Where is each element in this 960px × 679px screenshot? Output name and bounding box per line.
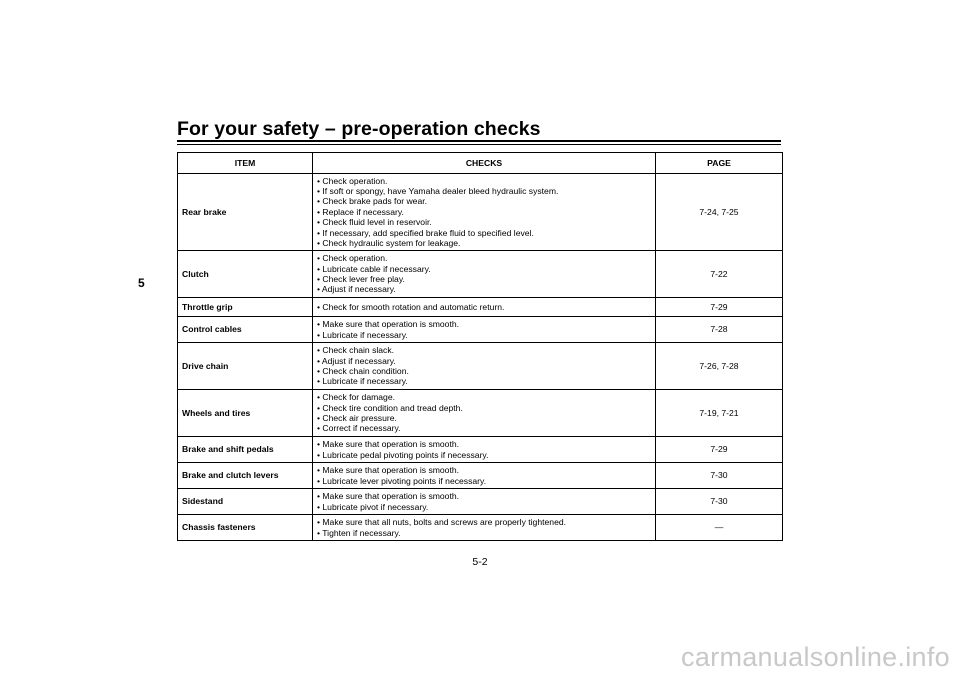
check-line: • Make sure that operation is smooth. — [317, 465, 460, 476]
table-body — [178, 174, 783, 541]
page-ref-cell: 7-22 — [656, 251, 783, 298]
check-line: • Make sure that operation is smooth. — [317, 491, 460, 502]
check-line: • Check tire condition and tread depth. — [317, 402, 463, 413]
check-line: • Check hydraulic system for leakage. — [317, 238, 461, 249]
item-cell: Control cables — [178, 317, 313, 343]
header-item: ITEM — [178, 153, 313, 174]
check-line: • If necessary, add specified brake fluid to specified level. — [317, 227, 534, 238]
check-line: • Check chain slack. — [317, 345, 395, 356]
item-cell: Brake and shift pedals — [178, 437, 313, 463]
item-cell: Chassis fasteners — [178, 515, 313, 541]
title-rule-thin — [177, 144, 781, 145]
page-ref-cell: 7-19, 7-21 — [656, 390, 783, 437]
check-line: • If soft or spongy, have Yamaha dealer bleed hydraulic system. — [317, 185, 559, 196]
check-line: • Check for damage. — [317, 392, 396, 403]
checks-cell — [313, 298, 656, 317]
check-line: • Lubricate pivot if necessary. — [317, 501, 429, 512]
table-row — [178, 298, 783, 317]
header-checks: CHECKS — [313, 153, 656, 174]
item-cell: Throttle grip — [178, 298, 313, 317]
checks-cell — [313, 489, 656, 515]
table-row — [178, 390, 783, 437]
check-line: • Make sure that operation is smooth. — [317, 319, 460, 330]
header-page: PAGE — [656, 153, 783, 174]
check-line: • Lubricate cable if necessary. — [317, 263, 431, 274]
check-line: • Lubricate lever pivoting points if necessary. — [317, 475, 487, 486]
check-line: • Check operation. — [317, 253, 388, 264]
page-ref-cell: 7-29 — [656, 298, 783, 317]
page-ref-cell: 7-28 — [656, 317, 783, 343]
table-header-row — [178, 153, 783, 174]
chapter-number: 5 — [138, 276, 145, 290]
check-line: • Check fluid level in reservoir. — [317, 217, 432, 228]
check-line: • Lubricate pedal pivoting points if necessary. — [317, 449, 489, 460]
page-ref-cell: 7-24, 7-25 — [656, 174, 783, 251]
pre-operation-checks-table — [177, 152, 783, 541]
table-row — [178, 317, 783, 343]
table-row — [178, 515, 783, 541]
page-ref-cell: 7-26, 7-28 — [656, 343, 783, 390]
table-row — [178, 343, 783, 390]
item-cell: Brake and clutch levers — [178, 463, 313, 489]
checks-cell — [313, 463, 656, 489]
check-line: • Check lever free play. — [317, 274, 405, 284]
checks-cell — [313, 437, 656, 463]
check-line: • Adjust if necessary. — [317, 355, 396, 366]
title-rule — [177, 140, 781, 142]
table-row — [178, 174, 783, 251]
page-ref-cell: 7-29 — [656, 437, 783, 463]
checks-cell — [313, 515, 656, 541]
item-cell: Wheels and tires — [178, 390, 313, 437]
item-cell: Drive chain — [178, 343, 313, 390]
watermark: carmanualsonline.info — [681, 642, 950, 672]
table-row — [178, 463, 783, 489]
table-row — [178, 489, 783, 515]
checks-cell — [313, 317, 656, 343]
check-line: • Lubricate if necessary. — [317, 376, 408, 387]
page-ref-cell: 7-30 — [656, 463, 783, 489]
check-line: • Replace if necessary. — [317, 206, 404, 217]
checks-cell — [313, 343, 656, 390]
checks-cell — [313, 174, 656, 251]
check-line: • Check brake pads for wear. — [317, 196, 428, 207]
check-line: • Check for smooth rotation and automatic return. — [317, 301, 505, 312]
item-cell: Clutch — [178, 251, 313, 298]
table-row — [178, 251, 783, 298]
check-line: • Make sure that all nuts, bolts and screws are properly tightened. — [317, 517, 567, 528]
check-line: • Check chain condition. — [317, 366, 409, 376]
table-row — [178, 437, 783, 463]
check-line: • Adjust if necessary. — [317, 284, 396, 295]
check-line: • Correct if necessary. — [317, 423, 401, 434]
check-line: • Make sure that operation is smooth. — [317, 439, 460, 450]
page-ref-cell: — — [656, 515, 783, 541]
page-ref-cell: 7-30 — [656, 489, 783, 515]
page-number: 5-2 — [472, 556, 488, 568]
checks-cell — [313, 390, 656, 437]
check-line: • Tighten if necessary. — [317, 527, 401, 538]
check-line: • Check air pressure. — [317, 413, 397, 423]
item-cell: Sidestand — [178, 489, 313, 515]
check-line: • Check operation. — [317, 175, 388, 186]
check-line: • Lubricate if necessary. — [317, 329, 408, 340]
item-cell: Rear brake — [178, 174, 313, 251]
checks-cell — [313, 251, 656, 298]
page-title: For your safety – pre-operation checks — [177, 118, 541, 140]
